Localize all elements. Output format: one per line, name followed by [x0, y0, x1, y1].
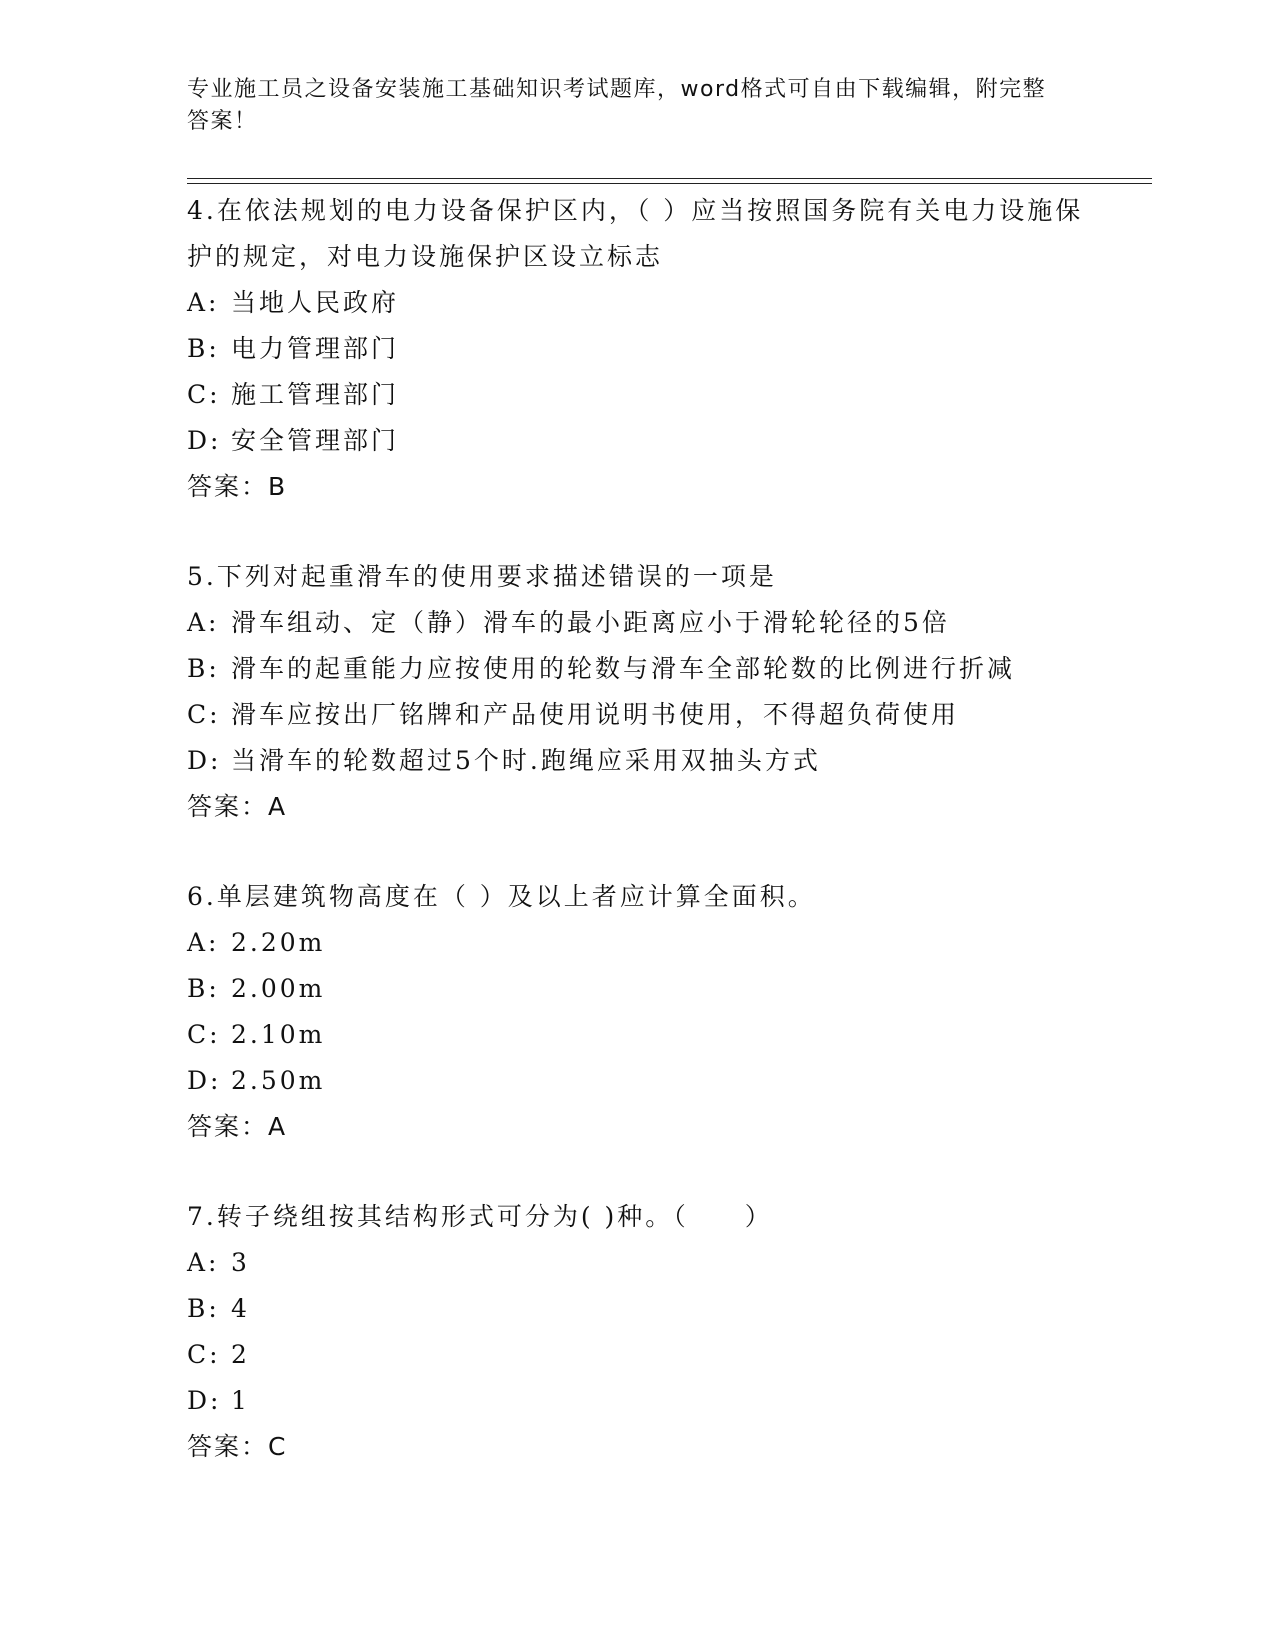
option-letter: B:	[187, 334, 220, 363]
header-divider-top	[187, 178, 1152, 179]
option-b	[187, 646, 1087, 692]
option-d	[187, 738, 1087, 784]
answer-text: 答案：A	[187, 792, 288, 821]
option-text: 滑车的起重能力应按使用的轮数与滑车全部轮数的比例进行折减	[231, 654, 1016, 683]
option-d	[187, 418, 1087, 464]
option-letter: D:	[187, 1066, 222, 1095]
answer-text: 答案：C	[187, 1432, 288, 1461]
option-text: 2.50m	[231, 1066, 326, 1095]
option-c	[187, 1012, 1087, 1058]
option-letter: C:	[187, 380, 221, 409]
option-text: 1	[231, 1386, 250, 1415]
option-a	[187, 280, 1087, 326]
option-a	[187, 920, 1087, 966]
option-a	[187, 600, 1087, 646]
option-text: 当地人民政府	[231, 288, 400, 317]
option-c	[187, 692, 1087, 738]
question-4	[187, 188, 1087, 510]
option-letter: C:	[187, 1020, 221, 1049]
option-letter: A:	[187, 928, 220, 957]
option-letter: D:	[187, 746, 222, 775]
option-letter: B:	[187, 1294, 220, 1323]
option-text: 安全管理部门	[231, 426, 400, 455]
answer-text: 答案：B	[187, 472, 288, 501]
question-text: 5.下列对起重滑车的使用要求描述错误的一项是	[187, 562, 777, 591]
question-6	[187, 874, 1087, 1150]
option-text: 滑车应按出厂铭牌和产品使用说明书使用，不得超负荷使用	[231, 700, 960, 729]
question-text: 7.转子绕组按其结构形式可分为( )种。（ ）	[187, 1202, 773, 1231]
document-intro: 专业施工员之设备安装施工基础知识考试题库，word格式可自由下载编辑，附完整答案！	[187, 77, 1047, 134]
option-text: 4	[231, 1294, 250, 1323]
option-letter: C:	[187, 700, 221, 729]
question-text: 4.在依法规划的电力设备保护区内，（ ）应当按照国务院有关电力设施保护的规定，对电力设施保护区设立标志	[187, 196, 1084, 271]
option-text: 2.10m	[231, 1020, 326, 1049]
option-letter: A:	[187, 608, 220, 637]
option-b	[187, 326, 1087, 372]
option-text: 3	[231, 1248, 250, 1277]
option-text: 滑车组动、定（静）滑车的最小距离应小于滑轮轮径的5倍	[231, 608, 950, 637]
option-b	[187, 1286, 1087, 1332]
option-letter: D:	[187, 1386, 222, 1415]
option-text: 电力管理部门	[231, 334, 400, 363]
option-letter: B:	[187, 654, 220, 683]
option-c	[187, 372, 1087, 418]
answer-text: 答案：A	[187, 1112, 288, 1141]
option-d	[187, 1058, 1087, 1104]
option-text: 2.00m	[231, 974, 326, 1003]
option-letter: A:	[187, 288, 220, 317]
option-text: 当滑车的轮数超过5个时.跑绳应采用双抽头方式	[231, 746, 821, 775]
option-text: 2.20m	[231, 928, 326, 957]
option-a	[187, 1240, 1087, 1286]
option-letter: B:	[187, 974, 220, 1003]
option-letter: D:	[187, 426, 222, 455]
option-d	[187, 1378, 1087, 1424]
option-b	[187, 966, 1087, 1012]
question-5	[187, 554, 1087, 830]
option-c	[187, 1332, 1087, 1378]
option-text: 施工管理部门	[231, 380, 400, 409]
option-letter: C:	[187, 1340, 221, 1369]
option-text: 2	[231, 1340, 250, 1369]
option-letter: A:	[187, 1248, 220, 1277]
question-7	[187, 1194, 1087, 1470]
header-divider-bottom	[187, 183, 1152, 184]
question-text: 6.单层建筑物高度在（ ）及以上者应计算全面积。	[187, 882, 816, 911]
